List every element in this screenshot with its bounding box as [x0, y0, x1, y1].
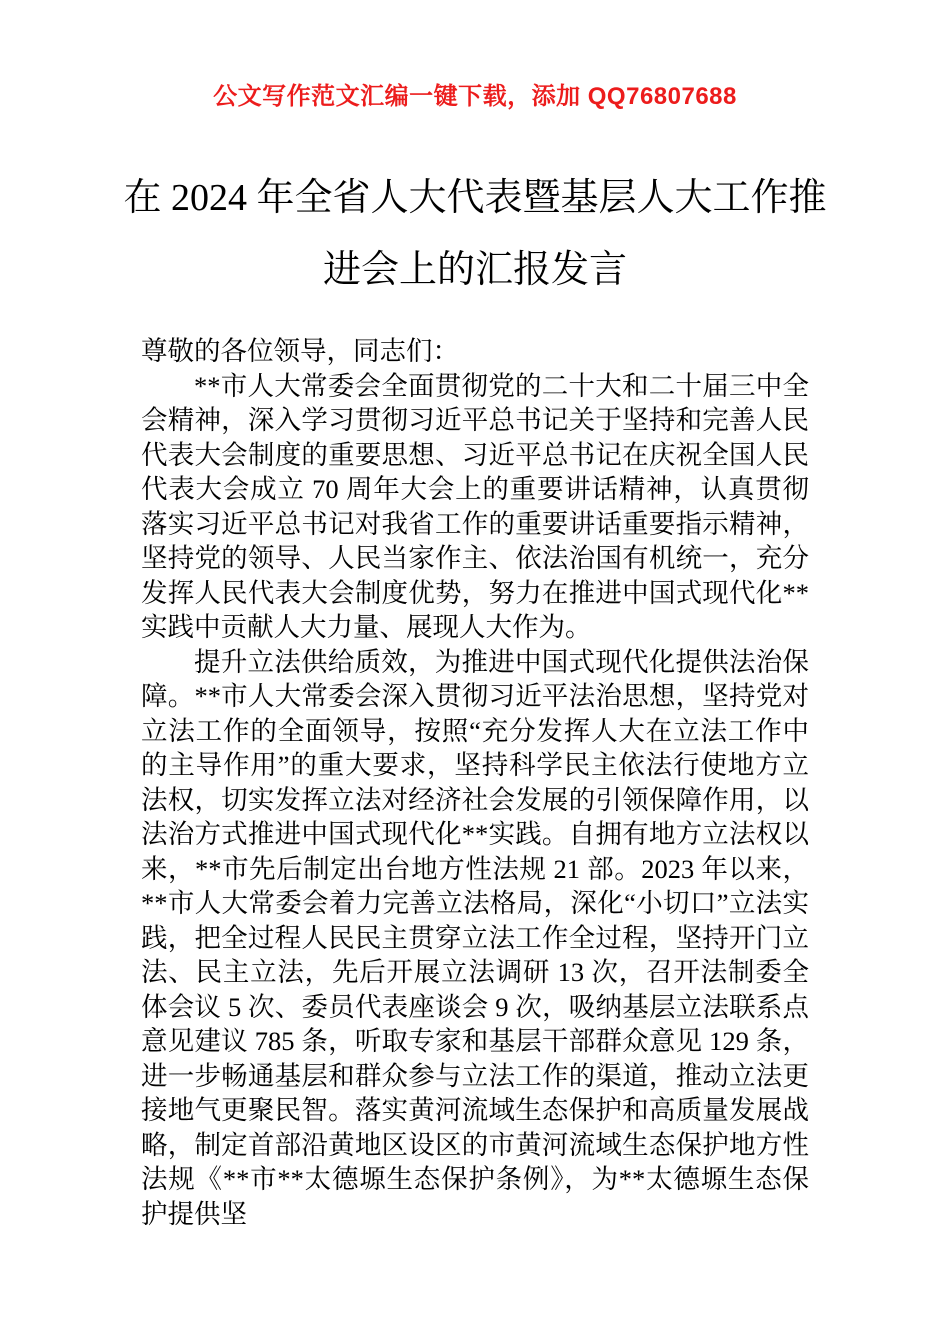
promo-banner: 公文写作范文汇编一键下载，添加 QQ76807688 — [213, 83, 737, 110]
title-line-2: 进会上的汇报发言 — [322, 249, 627, 291]
salutation: 尊敬的各位领导，同志们： — [141, 336, 459, 366]
title-line-1: 在 2024 年全省人大代表暨基层人大工作推 — [123, 177, 827, 219]
page-title — [115, 162, 835, 306]
paragraph-intro: **市人大常委会全面贯彻党的二十大和二十届三中全会精神，深入学习贯彻习近平总书记关于坚持和完善人民代表大会制度的重要思想、习近平总书记在庆祝全国人民代表大会成立 70 周年大会上的重要讲话精神，认真贯彻落实习近平总书记对我省工作的重要讲话重要指示精神，坚持党的领导、人民当家作主、依法治国有机统一，充分发挥人民代表大会制度优势，努力在推进中国式现代化**实践中贡献人大力量、展现人大作为。 — [141, 370, 809, 642]
paragraph-legislation: 提升立法供给质效，为推进中国式现代化提供法治保障。**市人大常委会深入贯彻习近平法治思想，坚持党对立法工作的全面领导，按照“充分发挥人大在立法工作中的主导作用”的重大要求，坚持科学民主依法行使地方立法权，切实发挥立法对经济社会发展的引领保障作用，以法治方式推进中国式现代化**实践。自拥有地方立法权以来，**市先后制定出台地方性法规 21 部。2023 年以来，**市人大常委会着力完善立法格局，深化“小切口”立法实践，把全过程人民民主贯穿立法工作全过程，坚持开门立法、民主立法，先后开展立法调研 13 次，召开法制委全体会议 5 次、委员代表座谈会 9 次，吸纳基层立法联系点意见建议 785 条，听取专家和基层干部群众意见 129 条，进一步畅通基层和群众参与立法工作的渠道，推动立法更接地气更聚民智。落实黄河流域生态保护和高质量发展战略，制定首部沿黄地区设区的市黄河流域生态保护地方性法规《**市**太德塬生态保护条例》，为**太德塬生态保护提供坚 — [141, 646, 809, 1229]
document-body — [141, 334, 809, 1231]
